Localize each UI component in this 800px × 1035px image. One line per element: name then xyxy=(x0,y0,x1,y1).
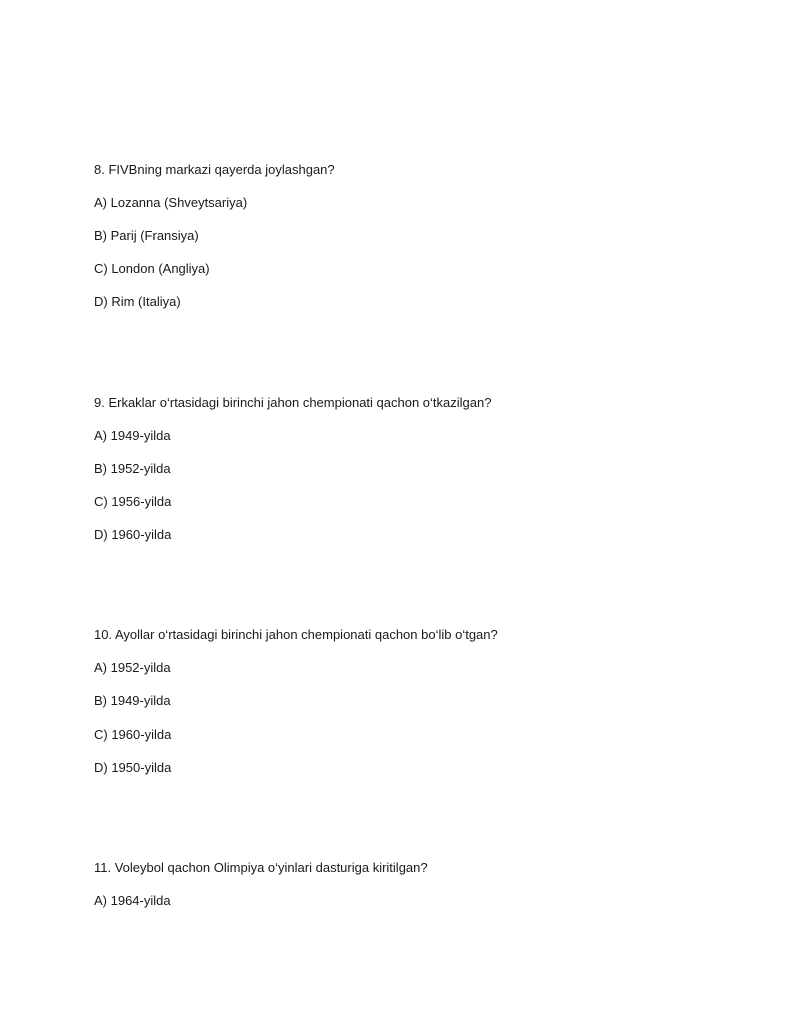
answer-option: D) Rim (Italiya) xyxy=(94,294,181,309)
answer-option: B) Parij (Fransiya) xyxy=(94,228,199,243)
answer-option: B) 1949-yilda xyxy=(94,693,171,708)
answer-option: A) Lozanna (Shveytsariya) xyxy=(94,195,248,210)
answer-option: C) 1960-yilda xyxy=(94,727,172,742)
question-text: 11. Voleybol qachon Olimpiya o‘yinlari dasturiga kiritilgan? xyxy=(94,860,428,875)
answer-option: C) 1956-yilda xyxy=(94,494,172,509)
answer-option: A) 1964-yilda xyxy=(94,893,171,908)
question-text: 9. Erkaklar o‘rtasidagi birinchi jahon chempionati qachon o‘tkazilgan? xyxy=(94,395,492,410)
answer-option: C) London (Angliya) xyxy=(94,261,210,276)
answer-option: B) 1952-yilda xyxy=(94,461,171,476)
answer-option: A) 1949-yilda xyxy=(94,428,171,443)
answer-option: D) 1950-yilda xyxy=(94,760,172,775)
question-text: 10. Ayollar o‘rtasidagi birinchi jahon chempionati qachon bo‘lib o‘tgan? xyxy=(94,627,498,642)
question-text: 8. FIVBning markazi qayerda joylashgan? xyxy=(94,162,335,177)
answer-option: A) 1952-yilda xyxy=(94,660,171,675)
answer-option: D) 1960-yilda xyxy=(94,527,172,542)
